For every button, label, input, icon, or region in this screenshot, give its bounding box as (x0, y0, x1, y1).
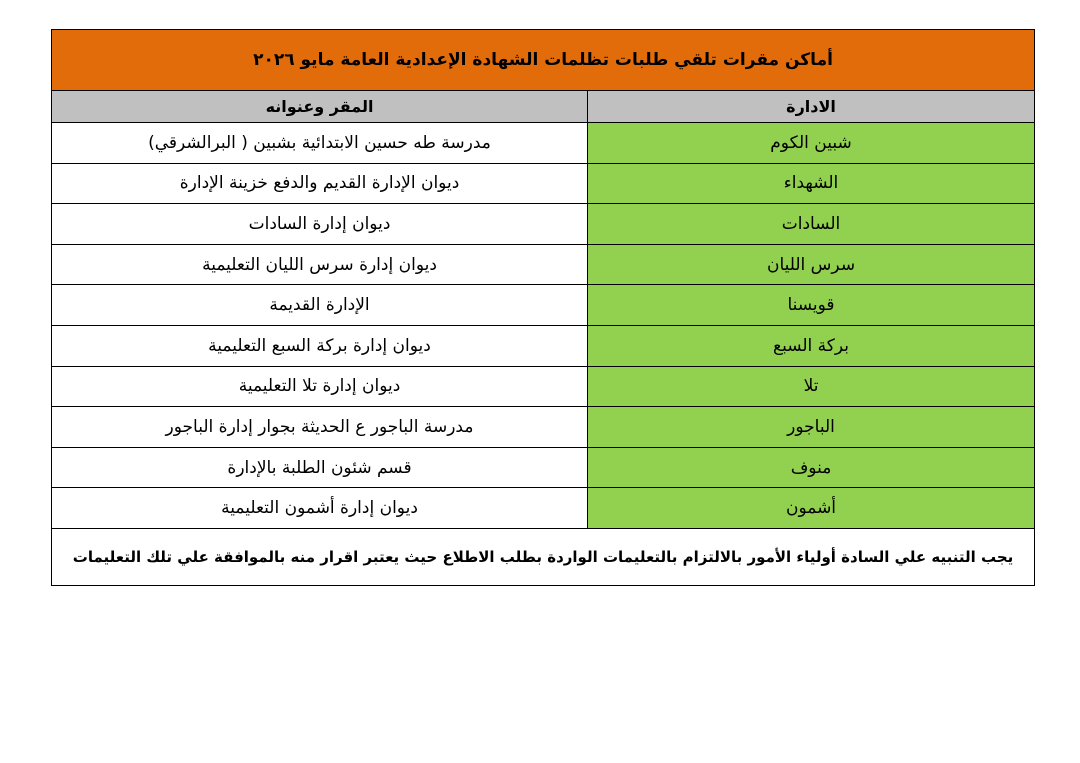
location-cell: ديوان إدارة تلا التعليمية (52, 367, 587, 407)
header-location: المقر وعنوانه (265, 97, 374, 116)
complaints-locations-table (51, 29, 1035, 586)
administration-cell: الباجور (587, 407, 1034, 447)
location-cell: ديوان إدارة بركة السبع التعليمية (52, 326, 587, 366)
administration-cell: تلا (587, 367, 1034, 407)
table-row (52, 367, 1034, 408)
table-row (52, 285, 1034, 326)
administration-cell: قويسنا (587, 285, 1034, 325)
table-row (52, 204, 1034, 245)
location-cell: مدرسة الباجور ع الحديثة بجوار إدارة الباجور (52, 407, 587, 447)
header-administration: الادارة (587, 91, 1034, 122)
table-row (52, 448, 1034, 489)
administration-cell: سرس الليان (587, 245, 1034, 285)
location-cell: ديوان إدارة سرس الليان التعليمية (52, 245, 587, 285)
table-row (52, 326, 1034, 367)
table-row (52, 164, 1034, 205)
location-cell: ديوان إدارة أشمون التعليمية (52, 488, 587, 528)
location-cell: ديوان الإدارة القديم والدفع خزينة الإدارة (52, 164, 587, 204)
table-row (52, 407, 1034, 448)
table-header-row (52, 91, 1034, 123)
location-cell: الإدارة القديمة (52, 285, 587, 325)
table-row (52, 488, 1034, 529)
guardians-notice: يجب التنبيه علي السادة أولياء الأمور بالالتزام بالتعليمات الواردة بطلب الاطلاع حيث يعتبر اقرار منه بالموافقة علي تلك التعليمات (72, 547, 1014, 566)
administration-cell: أشمون (587, 488, 1034, 528)
administration-cell: منوف (587, 448, 1034, 488)
location-cell: مدرسة طه حسين الابتدائية بشبين ( البرالشرقي) (52, 123, 587, 163)
table-row (52, 123, 1034, 164)
administration-cell: شبين الكوم (587, 123, 1034, 163)
administration-cell: السادات (587, 204, 1034, 244)
table-title: أماكن مقرات تلقي طلبات تظلمات الشهادة الإعدادية العامة مايو ٢٠٢٦ (52, 30, 1034, 91)
table-row (52, 245, 1034, 286)
location-cell: قسم شئون الطلبة بالإدارة (52, 448, 587, 488)
administration-cell: الشهداء (587, 164, 1034, 204)
administration-cell: بركة السبع (587, 326, 1034, 366)
location-cell: ديوان إدارة السادات (52, 204, 587, 244)
